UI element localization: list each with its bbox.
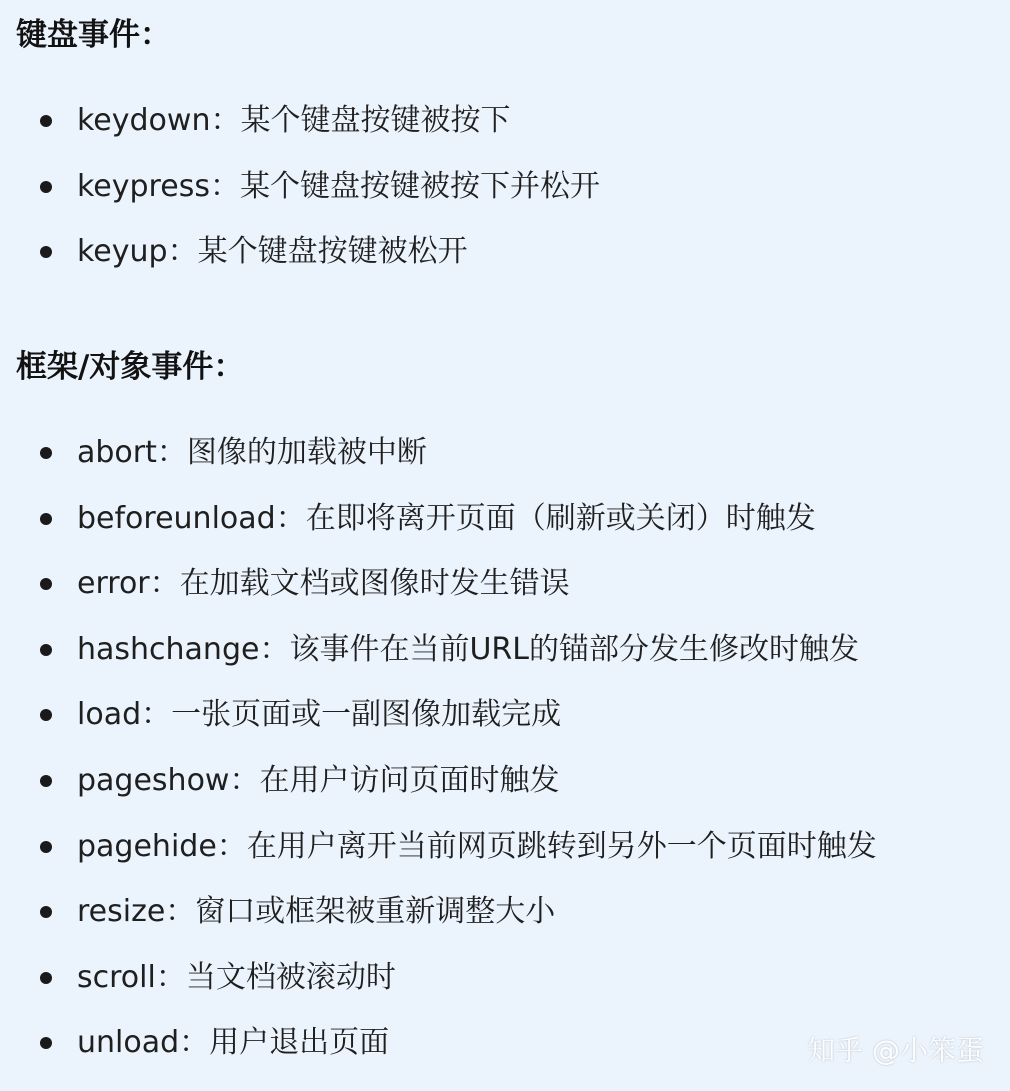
bullet-icon [40,972,52,984]
list-item [0,432,1010,498]
list-item [0,166,1010,232]
list-item-text: keyup：某个键盘按键被松开 [77,234,468,270]
list-item-text: resize：窗口或框架被重新调整大小 [77,894,556,930]
list-item [0,760,1010,826]
frame-object-events-heading: 框架/对象事件： [16,349,245,385]
keyboard-events-heading: 键盘事件： [16,17,171,53]
list-item [0,629,1010,695]
keyboard-events-list [0,100,1010,297]
bullet-icon [40,578,52,590]
list-item-text: hashchange：该事件在当前URL的锚部分发生修改时触发 [77,631,859,667]
bullet-icon [40,181,52,193]
list-item [0,498,1010,564]
list-item-text: keypress：某个键盘按键被按下并松开 [77,168,600,204]
watermark: 知乎 @小笨蛋 [807,1034,984,1067]
list-item [0,231,1010,297]
bullet-icon [40,246,52,258]
bullet-icon [40,709,52,721]
bullet-icon [40,841,52,853]
list-item-text: pageshow：在用户访问页面时触发 [77,762,560,798]
list-item-text: beforeunload：在即将离开页面（刷新或关闭）时触发 [77,500,816,536]
bullet-icon [40,775,52,787]
list-item-text: unload：用户退出页面 [77,1025,390,1061]
bullet-icon [40,1037,52,1049]
list-item [0,891,1010,957]
bullet-icon [40,513,52,525]
list-item [0,826,1010,892]
list-item-text: scroll：当文档被滚动时 [77,959,396,995]
list-item-text: abort：图像的加载被中断 [77,435,427,470]
frame-object-events-list [0,432,1010,1088]
bullet-icon [40,447,52,459]
list-item [0,563,1010,629]
keyboard-events-section [0,14,1010,297]
bullet-icon [40,644,52,656]
list-item-text: error：在加载文档或图像时发生错误 [77,566,570,602]
bullet-icon [40,906,52,918]
list-item-text: load：一张页面或一副图像加载完成 [77,697,562,733]
list-item-text: keydown：某个键盘按键被按下 [77,103,511,138]
list-item [0,100,1010,166]
list-item [0,957,1010,1023]
list-item [0,694,1010,760]
bullet-icon [40,115,52,127]
frame-object-events-section [0,346,1010,1088]
list-item-text: pagehide：在用户离开当前网页跳转到另外一个页面时触发 [77,828,877,864]
